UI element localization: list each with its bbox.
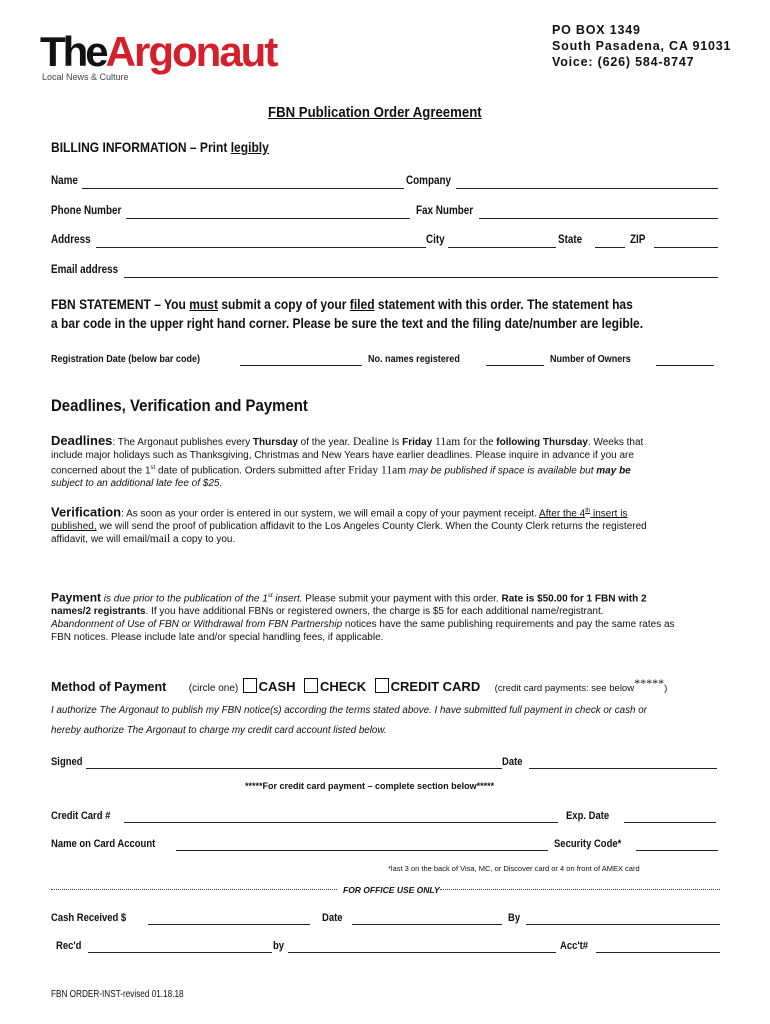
company-field[interactable] (456, 188, 718, 189)
verification-text-2: we will send the proof of publication affidavit to the Los Angeles County Clerk. When the County Clerk returns the registered (96, 521, 647, 533)
office-by-field[interactable] (526, 924, 720, 925)
payment-text-6: FBN notices. Please include late and/or special handling fees, if applicable. (51, 632, 384, 644)
logo (40, 28, 276, 76)
deadlines-text-2: of the year. (297, 437, 353, 448)
cash-checkbox[interactable] (243, 678, 257, 693)
verification-sup: th (585, 508, 591, 514)
office-date-field[interactable] (352, 924, 502, 925)
logo-the: The (40, 28, 106, 75)
deadlines-11am: 11am for the (432, 436, 497, 448)
fbn-filed: filed (349, 296, 375, 312)
email-label: Email address (51, 264, 119, 276)
verification-after-4th: After the 4 (539, 508, 586, 520)
authorization-text (51, 701, 647, 741)
state-label: State (558, 234, 583, 246)
exp-date-field[interactable] (624, 822, 716, 823)
security-code-field[interactable] (636, 850, 718, 851)
deadlines-text-4: concerned about the 1 (51, 465, 151, 477)
payment-paragraph (51, 590, 756, 644)
office-by-label: By (508, 912, 521, 924)
deadlines-paragraph (51, 434, 751, 490)
signed-label: Signed (51, 756, 83, 768)
city-field[interactable] (448, 247, 556, 248)
deadlines-following-thursday: following Thursday (496, 437, 588, 448)
deadlines-label: Deadlines (51, 433, 113, 448)
deadlines-text-1: : The Argonaut publishes every (112, 437, 253, 448)
office-divider-left (51, 889, 337, 890)
billing-heading (51, 139, 269, 155)
logo-argonaut: Argonaut (105, 28, 277, 75)
deadlines-line-2: include major holidays such as Thanksgiving, Christmas and New Years have earlier deadlines. Please inquire in advance if you are (51, 450, 634, 461)
signed-date-field[interactable] (529, 768, 717, 769)
address-label: Address (51, 234, 91, 246)
address-line-1: PO BOX 1349 (552, 23, 641, 37)
signature-field[interactable] (86, 768, 502, 769)
fax-label: Fax Number (416, 205, 474, 217)
name-on-card-field[interactable] (176, 850, 548, 851)
phone-field[interactable] (126, 218, 410, 219)
deadlines-sup: st (150, 465, 156, 471)
credit-card-note-close: ) (664, 683, 668, 694)
mailing-address (552, 22, 731, 70)
exp-date-label: Exp. Date (566, 810, 610, 822)
authorization-line-2: hereby authorize The Argonaut to charge my credit card account listed below. (51, 725, 387, 736)
deadlines-friday: Friday (402, 437, 433, 448)
num-names-label: No. names registered (368, 353, 460, 365)
verification-insert-is: insert is (590, 508, 628, 520)
method-label: Method of Payment (51, 680, 167, 694)
security-code-label: Security Code* (554, 838, 622, 850)
payment-registrants: names/2 registrants (51, 606, 146, 618)
page-title: FBN Publication Order Agreement (268, 104, 482, 121)
cash-received-field[interactable] (148, 924, 310, 925)
method-of-payment-row (51, 676, 667, 696)
deadlines-line-4: subject to an additional late fee of $25. (51, 478, 223, 490)
account-number-field[interactable] (596, 952, 720, 953)
fbn-must: must (189, 296, 219, 312)
city-label: City (426, 234, 445, 246)
num-owners-field[interactable] (656, 365, 714, 366)
credit-card-checkbox[interactable] (375, 678, 389, 693)
cash-label: CASH (258, 679, 296, 694)
address-line-3: Voice: (626) 584-8747 (552, 55, 695, 69)
address-line-2: South Pasadena, CA 91031 (552, 39, 732, 53)
payment-text-4: . If you have additional FBNs or registered owners, the charge is $5 for each additional name/registrant. (145, 606, 604, 618)
recd-label: Rec'd (56, 940, 82, 952)
credit-card-note: (credit card payments: see below (494, 683, 635, 694)
name-label: Name (51, 175, 78, 187)
recd-by-field[interactable] (288, 952, 556, 953)
check-label: CHECK (319, 679, 367, 694)
deadlines-text-5: date of publication. Orders submitted (155, 465, 325, 477)
fbn-text-3: statement with this order. The statement has (374, 296, 633, 312)
credit-card-section-header: *****For credit card payment – complete section below***** (245, 781, 495, 791)
credit-card-stars: ***** (634, 676, 665, 690)
deadlines-thursday: Thursday (252, 437, 298, 448)
verification-mail: mail (149, 533, 171, 546)
credit-card-number-label: Credit Card # (51, 810, 111, 822)
num-names-field[interactable] (486, 365, 544, 366)
deadlines-after-friday: after Friday 11am (324, 464, 407, 477)
address-field[interactable] (96, 247, 426, 248)
payment-abandonment: Abandonment of Use of FBN or Withdrawal from FBN Partnership (51, 619, 343, 631)
credit-card-label: CREDIT CARD (390, 679, 481, 694)
verification-text-3: affidavit, we will email/ (51, 534, 150, 546)
deadlines-text-6: may be published if space is available but (406, 465, 597, 477)
form-revision-footer: FBN ORDER-INST-revised 01.18.18 (51, 989, 184, 1000)
state-field[interactable] (595, 247, 625, 248)
deadlines-text-3: . Weeks that (587, 437, 644, 448)
credit-card-number-field[interactable] (124, 822, 558, 823)
zip-label: ZIP (630, 234, 646, 246)
email-field[interactable] (124, 277, 718, 278)
payment-rate: Rate is $50.00 for 1 FBN with 2 (501, 593, 647, 605)
office-use-label: FOR OFFICE USE ONLY (343, 885, 440, 895)
recd-by-label: by (273, 940, 285, 952)
signed-date-label: Date (502, 756, 523, 768)
registration-date-label: Registration Date (below bar code) (51, 353, 201, 365)
logo-tagline: Local News & Culture (42, 72, 129, 82)
payment-label: Payment (51, 590, 102, 605)
fbn-statement-line-2: a bar code in the upper right hand corner. Please be sure the text and the filing date/number are legible. (51, 315, 644, 331)
payment-text-1: is due prior to the publication of the 1 (101, 593, 268, 605)
verification-label: Verification (51, 504, 122, 520)
zip-field[interactable] (654, 247, 718, 248)
payment-text-3: Please submit your payment with this order. (302, 593, 502, 605)
fax-field[interactable] (479, 218, 718, 219)
fbn-statement-line-1 (51, 296, 633, 312)
recd-field[interactable] (88, 952, 272, 953)
deadlines-dealine: Dealine is (352, 436, 403, 448)
billing-heading-legibly: legibly (230, 139, 269, 155)
account-number-label: Acc't# (560, 940, 589, 952)
payment-text-2: insert. (272, 593, 303, 605)
payment-text-5: notices have the same publishing requirements and pay the same rates as (342, 619, 675, 631)
deadlines-may-be: may be (596, 465, 631, 477)
billing-heading-text: BILLING INFORMATION – Print (51, 139, 231, 155)
verification-paragraph (51, 505, 751, 546)
name-on-card-label: Name on Card Account (51, 838, 156, 850)
verification-published: published, (51, 521, 97, 533)
circle-one-label: (circle one) (188, 683, 239, 694)
office-divider-right (440, 889, 720, 890)
name-field[interactable] (82, 188, 404, 189)
office-date-label: Date (322, 912, 343, 924)
registration-date-field[interactable] (240, 365, 362, 366)
check-checkbox[interactable] (304, 678, 318, 693)
fbn-text-1: FBN STATEMENT – You (51, 296, 190, 312)
num-owners-label: Number of Owners (550, 353, 631, 365)
verification-text-1: : As soon as your order is entered in our system, we will email a copy of your payment receipt. (121, 508, 540, 520)
company-label: Company (406, 175, 452, 187)
cash-received-label: Cash Received $ (51, 912, 127, 924)
authorization-line-1: I authorize The Argonaut to publish my FBN notice(s) according the terms stated above. I have submitted full payment in check or cash or (51, 705, 647, 716)
deadlines-section-heading: Deadlines, Verification and Payment (51, 396, 308, 415)
fbn-text-2: submit a copy of your (218, 296, 350, 312)
payment-sup: st (267, 593, 273, 599)
phone-label: Phone Number (51, 205, 122, 217)
verification-text-4: a copy to you. (170, 534, 236, 546)
security-code-note: *last 3 on the back of Visa, MC, or Discover card or 4 on front of AMEX card (388, 864, 640, 873)
